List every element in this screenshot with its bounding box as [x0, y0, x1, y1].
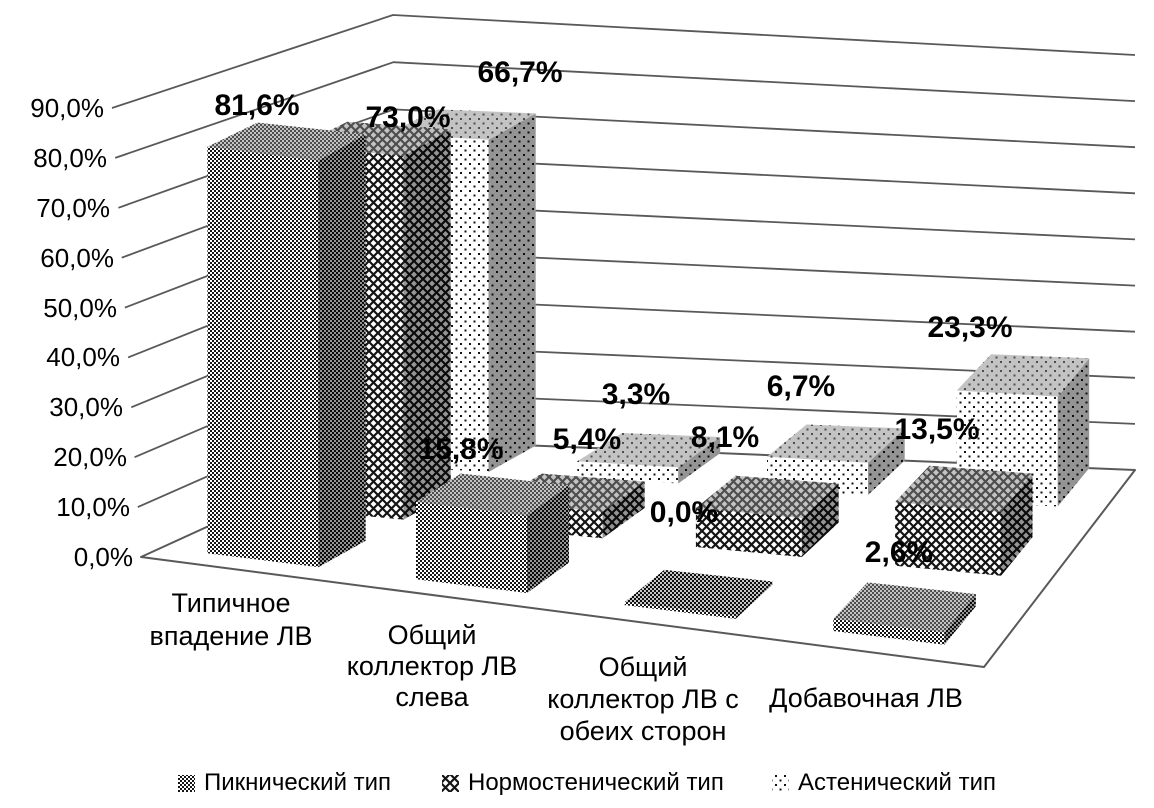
data-label: 73,0% [365, 101, 451, 134]
data-label: 13,5% [894, 413, 980, 446]
y-axis-tick-label: 10,0% [56, 492, 130, 522]
category-label [150, 588, 313, 651]
legend-item [772, 769, 996, 796]
category-label-line: впадение ЛВ [149, 621, 313, 651]
bar-cat2-series1 [416, 474, 569, 593]
data-label: 81,6% [214, 89, 300, 122]
data-label: 2,6% [864, 536, 934, 569]
legend-item-label: Пикнический тип [204, 769, 392, 796]
data-label: 8,1% [690, 421, 760, 454]
y-axis-tick-label: 90,0% [30, 93, 104, 123]
category-label-line: Общий [387, 620, 477, 650]
category-label [547, 652, 739, 746]
y-axis-tick-label: 80,0% [33, 143, 107, 173]
data-label: 6,7% [766, 370, 836, 403]
y-axis-tick-label: 0,0% [73, 542, 133, 572]
y-axis-tick-label: 50,0% [43, 293, 117, 323]
data-label: 5,4% [552, 423, 622, 456]
legend-swatch-icon [772, 775, 789, 792]
category-label-line: Общий [598, 652, 688, 682]
bar-front-face [416, 502, 527, 593]
bar-cat3-series1 [625, 570, 773, 619]
bar-cat1-series1 [207, 123, 365, 567]
category-label [769, 683, 963, 713]
category-label-line: коллектор ЛВ [346, 651, 518, 681]
data-label: 66,7% [477, 56, 563, 89]
y-axis-tick-label: 40,0% [46, 342, 120, 372]
y-axis-tick-label: 30,0% [49, 392, 123, 422]
legend-item-label: Астенический тип [798, 769, 996, 796]
y-axis-tick-label: 60,0% [40, 243, 114, 273]
category-label-line: Типичное [171, 588, 291, 618]
legend-swatch-icon [442, 775, 459, 792]
y-axis-tick-label: 20,0% [53, 442, 127, 472]
category-label [347, 620, 518, 712]
data-label: 0,0% [649, 496, 719, 529]
data-label: 23,3% [927, 311, 1013, 344]
category-label-line: Добавочная ЛВ [769, 683, 963, 713]
data-label: 15,8% [418, 433, 504, 466]
legend-item [442, 769, 724, 796]
y-axis-tick-label: 70,0% [36, 193, 110, 223]
bar-top-face-shade [625, 570, 773, 616]
bar-side-face-shade [489, 113, 536, 472]
bar-side-face-shade [318, 134, 365, 567]
legend-item [178, 769, 391, 796]
legend-swatch-icon [178, 775, 195, 792]
category-label-line: обеих сторон [559, 716, 727, 746]
bar-front-face [207, 147, 318, 567]
category-label-line: слева [395, 682, 469, 712]
legend-item-label: Нормостенический тип [468, 769, 724, 796]
data-label: 3,3% [601, 378, 671, 411]
category-label-line: коллектор ЛВ с [547, 684, 739, 714]
bar-cat4-series1 [833, 583, 976, 645]
